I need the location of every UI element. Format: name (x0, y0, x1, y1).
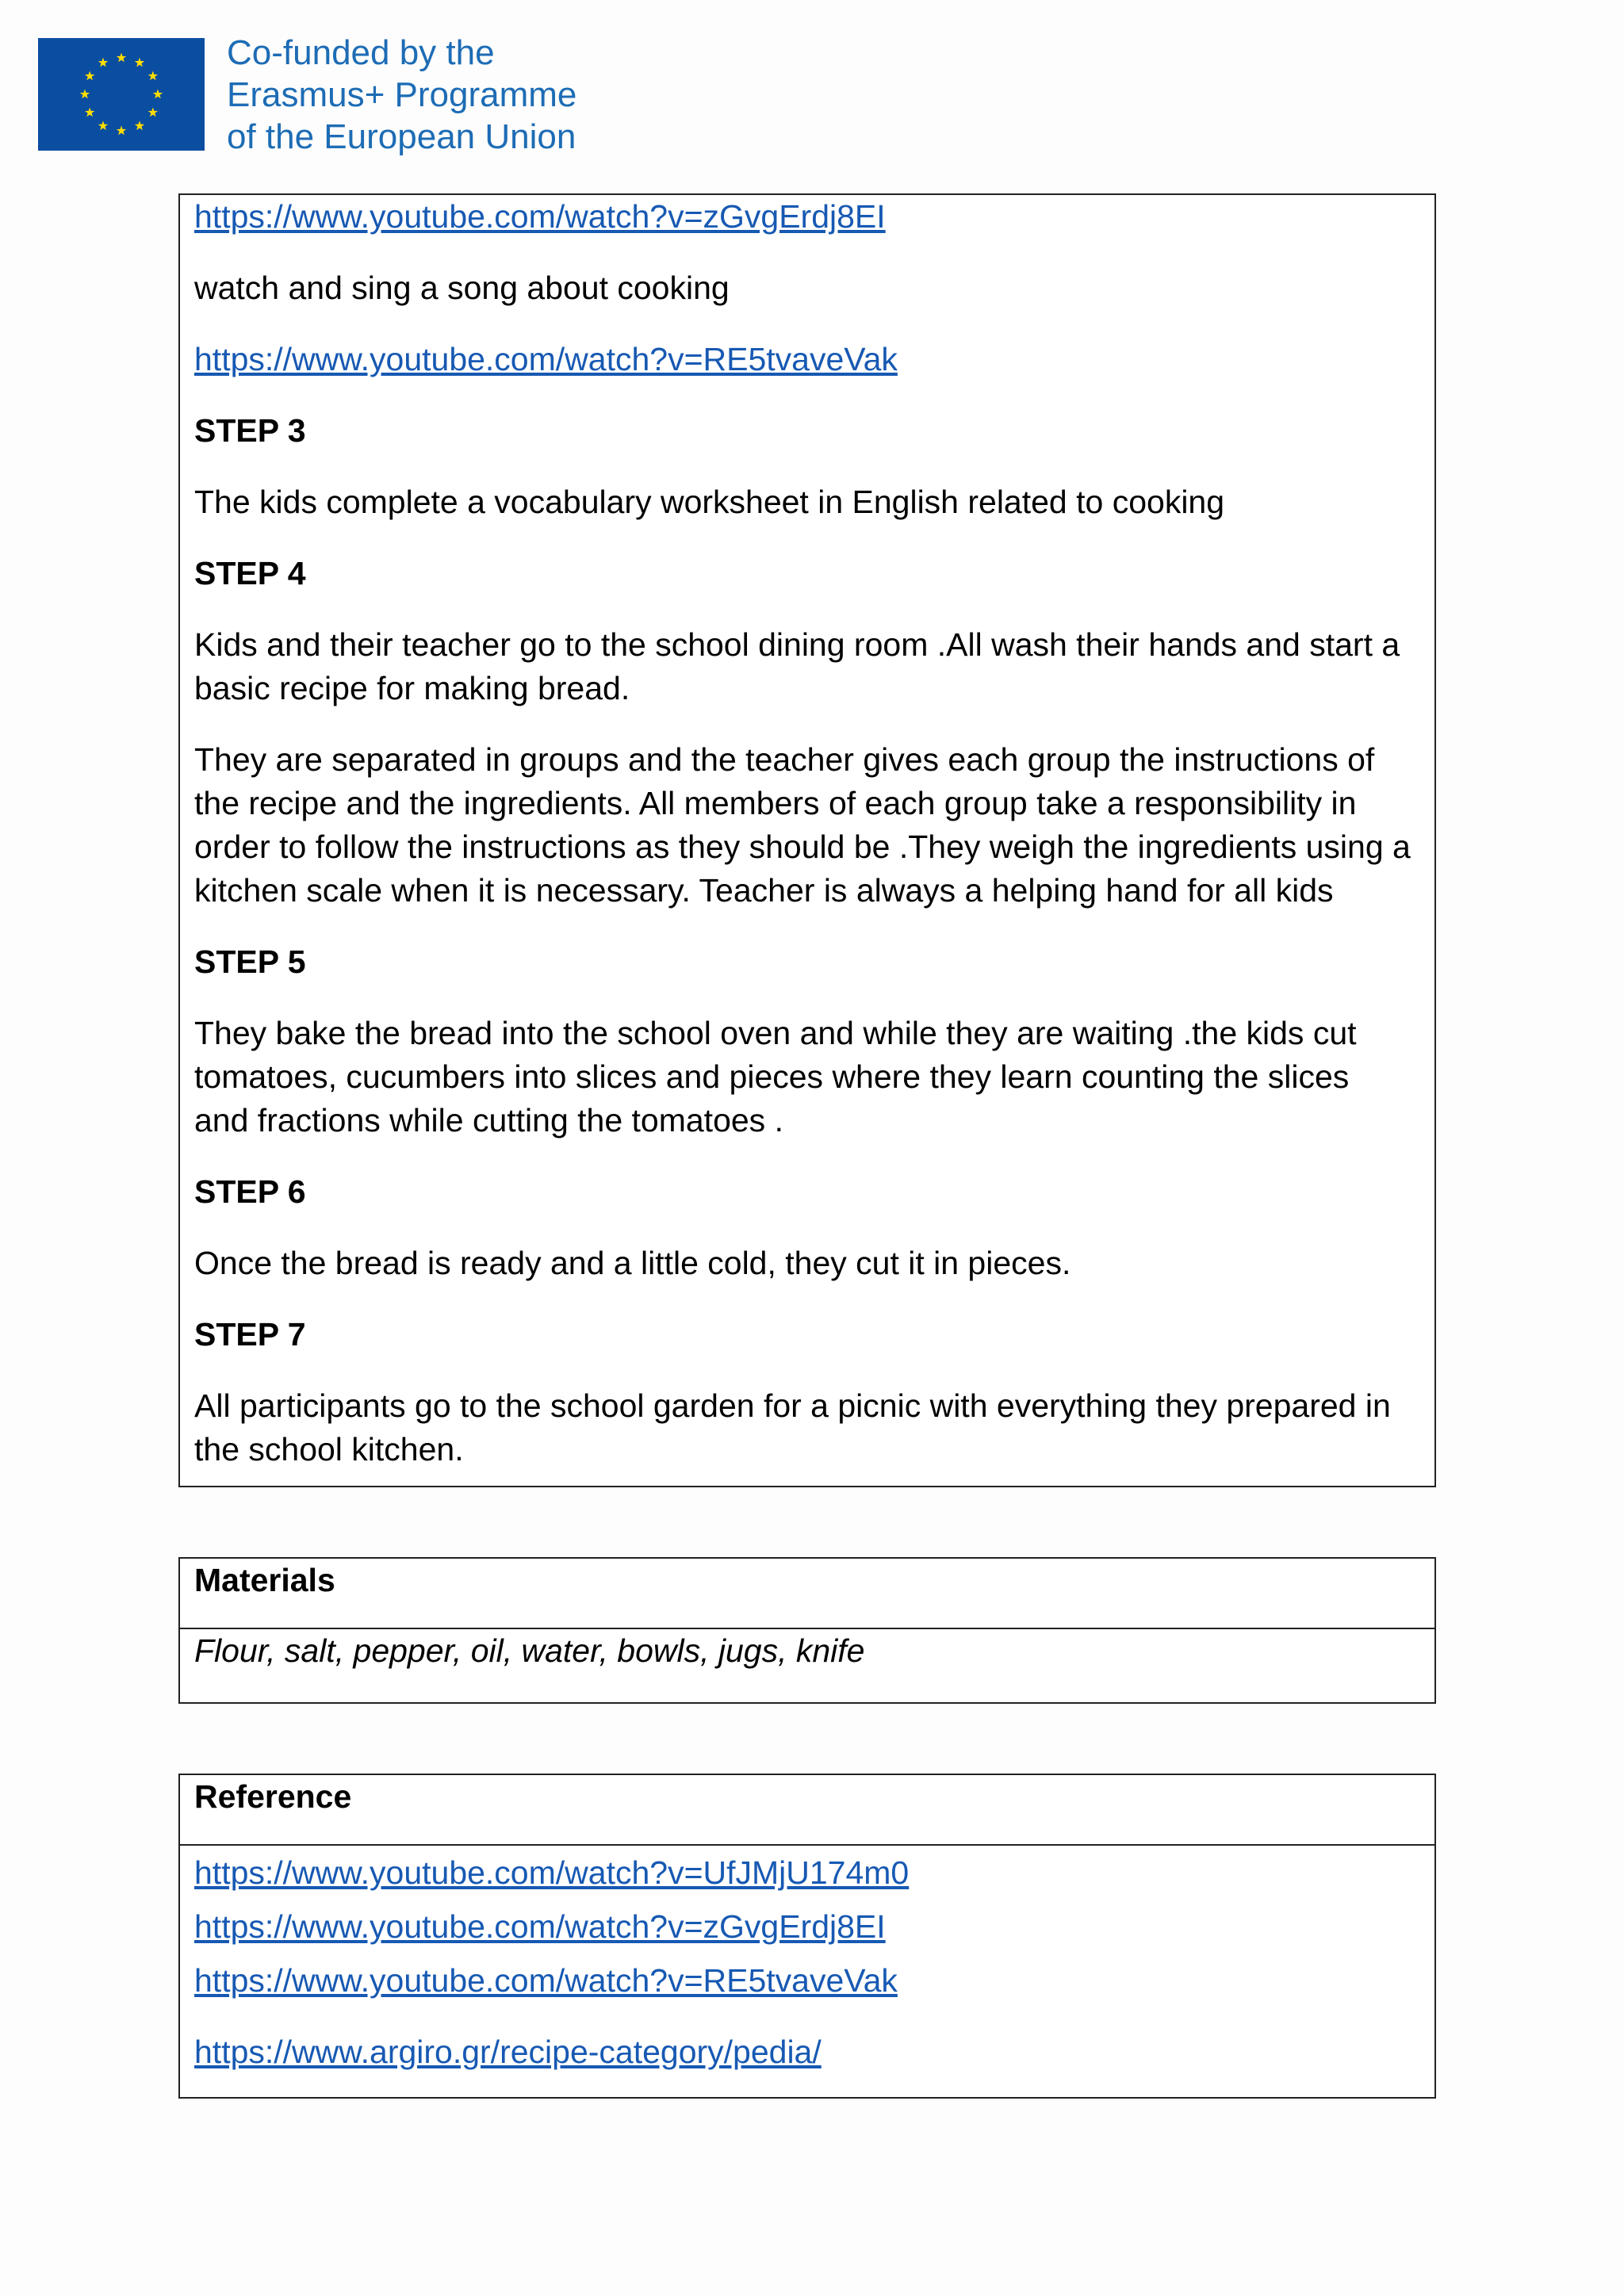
reference-link[interactable]: https://www.argiro.gr/recipe-category/pedia/ (194, 2034, 822, 2070)
reference-heading: Reference (180, 1775, 1434, 1846)
materials-heading: Materials (180, 1559, 1434, 1629)
line-text: They are separated in groups and the teacher gives each group the instructions of (194, 741, 1375, 778)
activity-steps-box (178, 193, 1436, 1487)
eu-stars-icon (38, 38, 205, 151)
line-link-zgvg[interactable] (194, 195, 1420, 239)
step-3-heading: STEP 3 (194, 412, 306, 449)
line-text: tomatoes, cucumbers into slices and pieces where they learn counting the slices (194, 1058, 1350, 1095)
step-6-heading: STEP 6 (194, 1173, 306, 1210)
line-text: All participants go to the school garden for a picnic with everything they prepared in (194, 1387, 1391, 1424)
line-text: the school kitchen. (194, 1431, 464, 1468)
line-text: Kids and their teacher go to the school dining room .All wash their hands and start a (194, 626, 1400, 663)
logo-line-2: Erasmus+ Programme (227, 75, 577, 114)
reference-link[interactable]: https://www.youtube.com/watch?v=UfJMjU174m0 (194, 1854, 910, 1891)
activity-steps-content (194, 195, 1420, 1471)
youtube-link[interactable]: https://www.youtube.com/watch?v=zGvgErdj8EI (194, 198, 886, 235)
line-text: kitchen scale when it is necessary. Teacher is always a helping hand for all kids (194, 872, 1334, 909)
logo-line-1: Co-funded by the (227, 33, 495, 72)
line-text: order to follow the instructions as they should be .They weigh the ingredients using a (194, 828, 1411, 865)
reference-link[interactable]: https://www.youtube.com/watch?v=zGvgErdj8EI (194, 1908, 886, 1945)
line-text: basic recipe for making bread. (194, 670, 630, 706)
step-5-heading: STEP 5 (194, 943, 306, 980)
line-text: The kids complete a vocabulary worksheet in English related to cooking (194, 484, 1225, 520)
line-text: the recipe and the ingredients. All members of each group take a responsibility in (194, 785, 1357, 821)
materials-table (178, 1557, 1436, 1704)
erasmus-cofunded-label (227, 32, 576, 158)
reference-link[interactable]: https://www.youtube.com/watch?v=RE5tvaveVak (194, 1962, 898, 1999)
step-7-heading: STEP 7 (194, 1316, 306, 1353)
reference-table (178, 1774, 1436, 2099)
line-text: Once the bread is ready and a little cold, they cut it in pieces. (194, 1245, 1071, 1281)
step-4-heading: STEP 4 (194, 555, 306, 591)
line-text: watch and sing a song about cooking (194, 270, 730, 306)
line-text: and fractions while cutting the tomatoes . (194, 1102, 783, 1138)
eu-flag-logo (38, 38, 205, 151)
materials-content: Flour, salt, pepper, oil, water, bowls, jugs, knife (194, 1632, 865, 1669)
reference-links (180, 1846, 1434, 2079)
line-link-re5t[interactable] (194, 338, 1420, 381)
youtube-link[interactable]: https://www.youtube.com/watch?v=RE5tvaveVak (194, 341, 898, 377)
logo-line-3: of the European Union (227, 117, 576, 156)
line-text: They bake the bread into the school oven and while they are waiting .the kids cut (194, 1015, 1357, 1051)
